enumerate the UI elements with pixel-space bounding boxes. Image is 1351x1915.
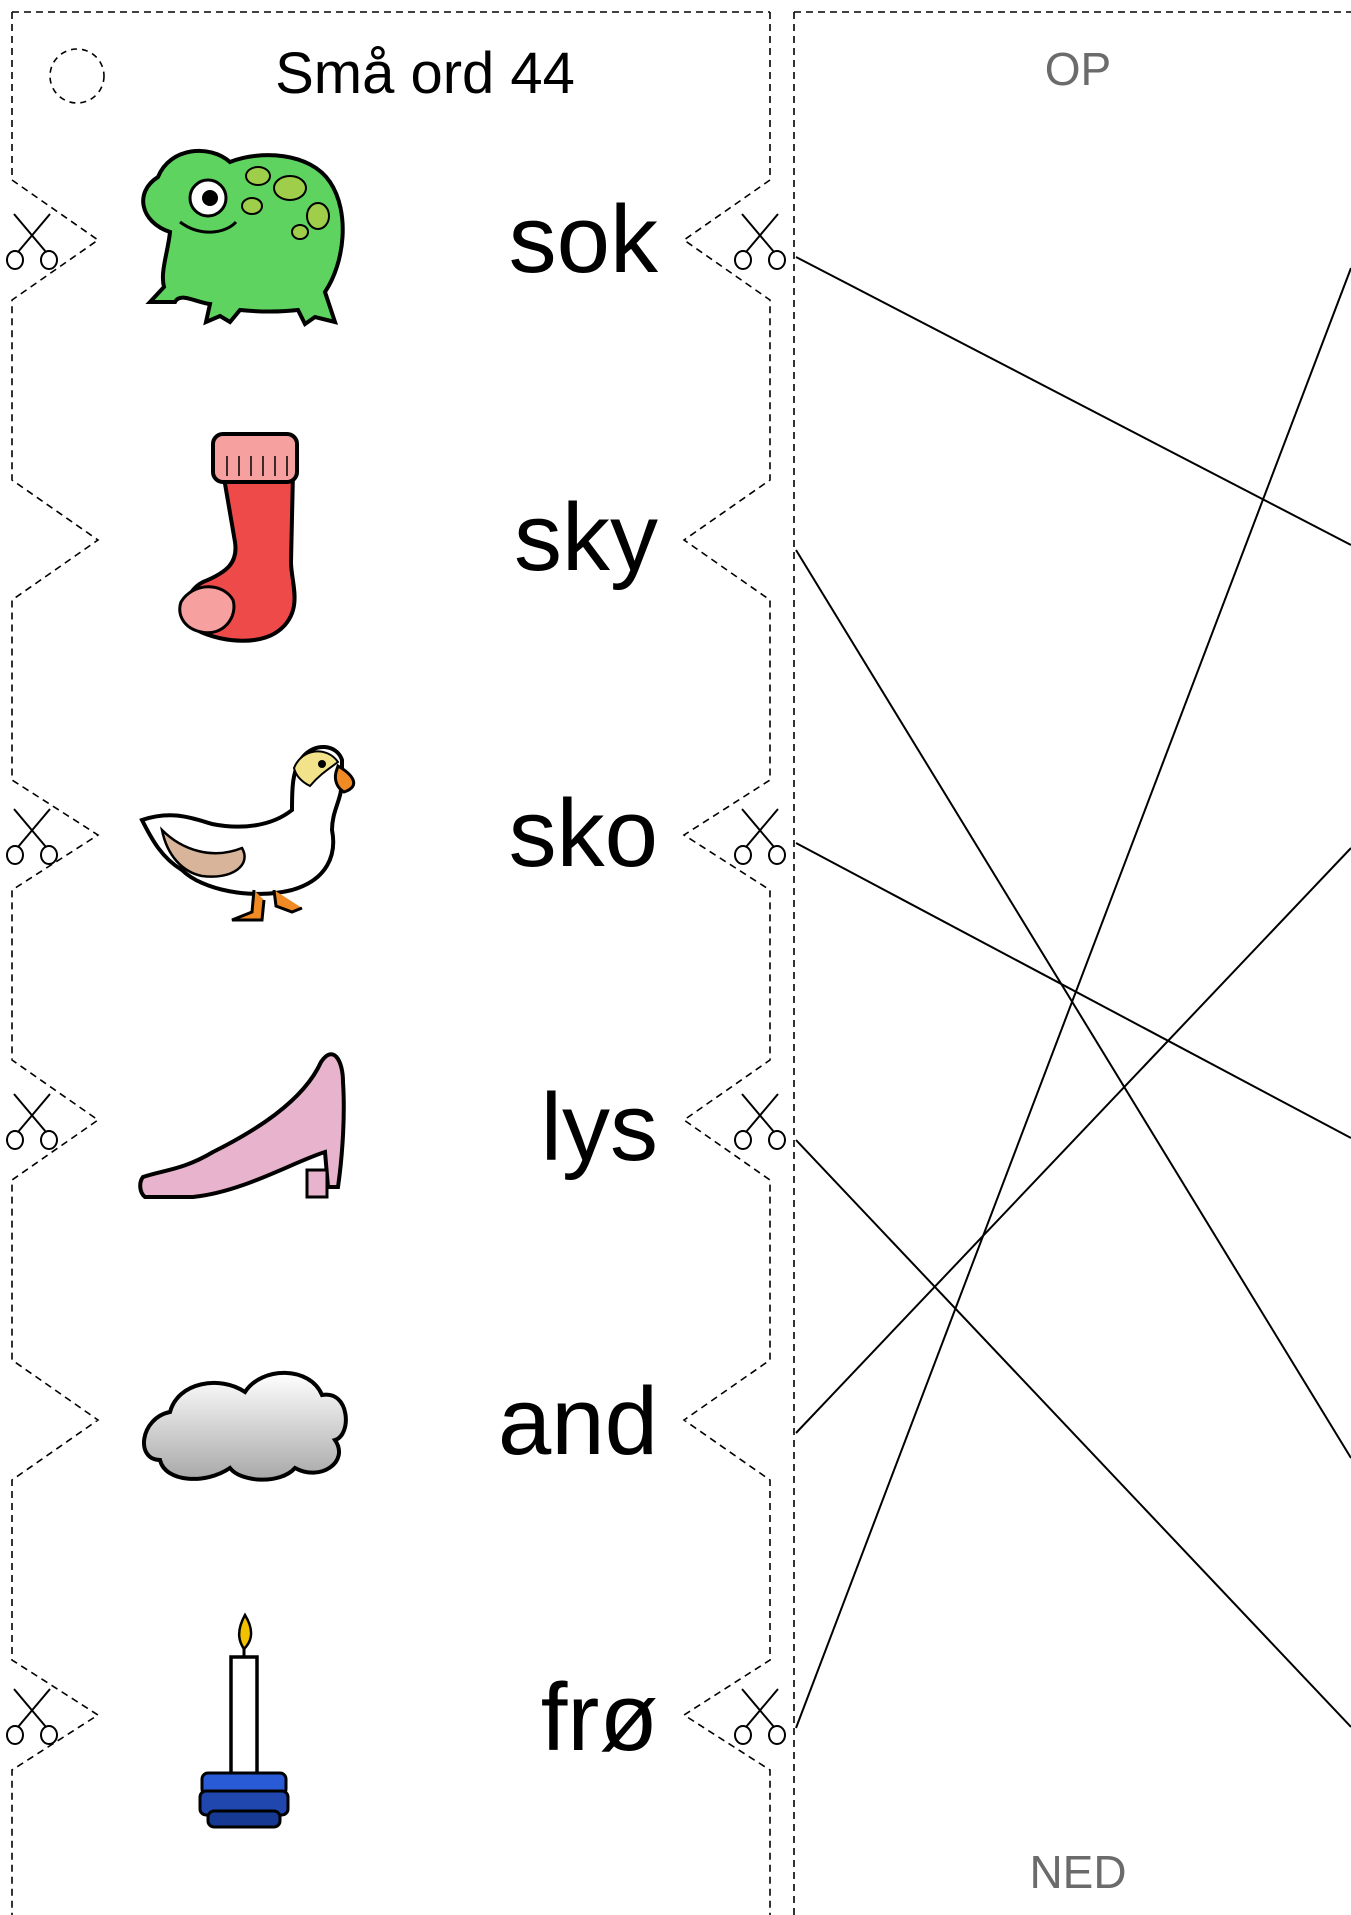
answer-line (796, 268, 1351, 1728)
scissors-icon (735, 809, 785, 864)
answer-line (796, 257, 1351, 545)
scissors-icon (735, 1689, 785, 1744)
scissors-icon (7, 1689, 57, 1744)
worksheet-title: Små ord 44 (275, 41, 575, 106)
frog-icon (143, 151, 343, 324)
word-label: and (497, 1368, 658, 1475)
answer-line (796, 1140, 1351, 1727)
sock-icon (180, 434, 297, 641)
scissors-layer (7, 214, 785, 1744)
candle-icon (200, 1615, 288, 1827)
answer-line (796, 843, 1351, 1138)
word-label: sok (508, 186, 658, 293)
punch-hole-icon (50, 49, 104, 103)
scissors-icon (735, 1094, 785, 1149)
left-strip-cut-line (12, 12, 98, 1915)
word-label: sky (514, 484, 658, 591)
answer-line (796, 550, 1351, 1458)
scissors-icon (7, 1094, 57, 1149)
answer-line (796, 848, 1351, 1433)
duck-icon (142, 747, 354, 920)
cloud-icon (144, 1373, 346, 1480)
word-label: sko (508, 780, 658, 887)
right-strip-cut-line (684, 12, 770, 1915)
word-label: frø (540, 1664, 658, 1771)
word-label: lys (540, 1074, 658, 1181)
scissors-icon (7, 809, 57, 864)
scissors-icon (7, 214, 57, 269)
answer-lines (796, 257, 1351, 1728)
shoe-icon (140, 1054, 344, 1197)
bottom-label: NED (1029, 1846, 1127, 1898)
top-label: OP (1044, 43, 1112, 95)
scissors-icon (735, 214, 785, 269)
